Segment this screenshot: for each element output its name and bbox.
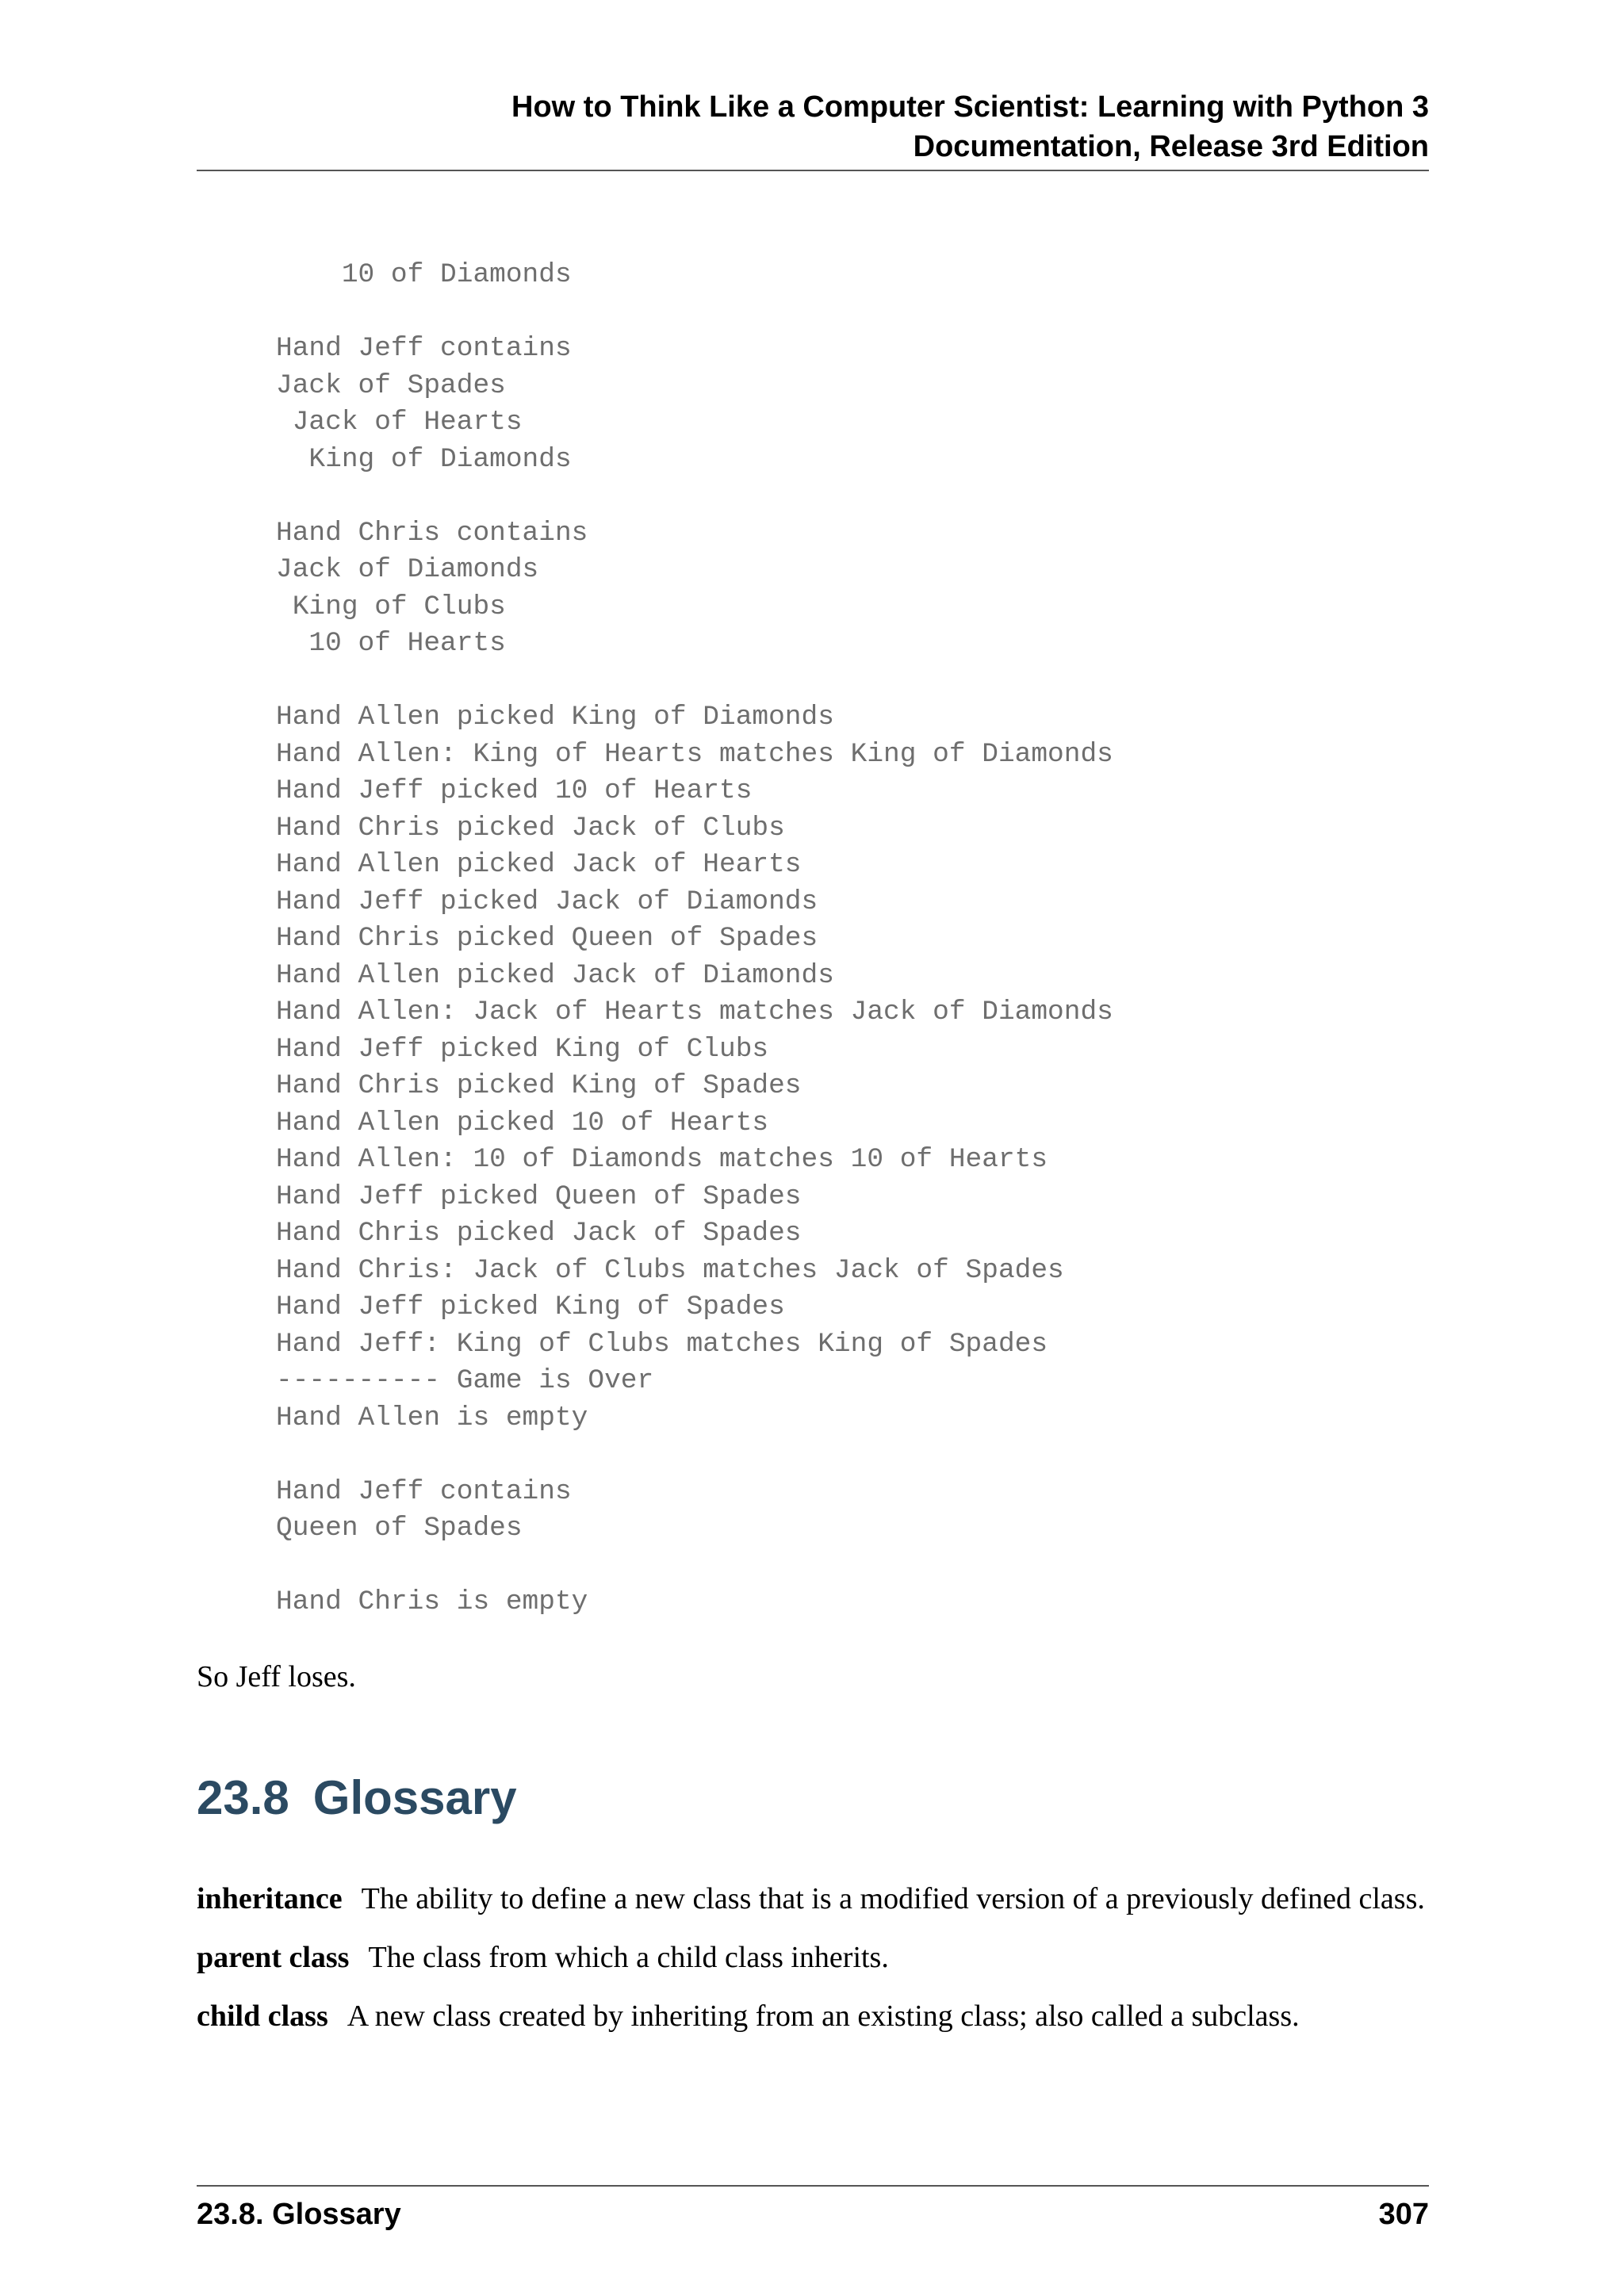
code-output-block bbox=[276, 257, 1113, 1621]
code-line bbox=[276, 663, 1113, 700]
code-line: King of Clubs bbox=[276, 591, 506, 622]
code-line: Hand Chris: Jack of Clubs matches Jack of Spades bbox=[276, 1254, 1064, 1286]
glossary-term: child class bbox=[197, 1999, 328, 2033]
code-line: Hand Jeff picked King of Clubs bbox=[276, 1033, 769, 1065]
code-line: Hand Chris picked Queen of Spades bbox=[276, 923, 818, 954]
code-line: Hand Allen: King of Hearts matches King of Diamonds bbox=[276, 738, 1113, 770]
page-header bbox=[197, 87, 1429, 166]
code-line bbox=[276, 478, 1113, 515]
glossary-definition: A new class created by inheriting from an existing class; also called a subclass. bbox=[347, 1999, 1300, 2033]
page-number: 307 bbox=[1378, 2198, 1429, 2231]
code-line: Hand Allen picked Jack of Diamonds bbox=[276, 959, 834, 991]
code-line: Hand Jeff: King of Clubs matches King of Spades bbox=[276, 1328, 1048, 1360]
code-line: Queen of Spades bbox=[276, 1513, 523, 1544]
code-line: Hand Allen is empty bbox=[276, 1402, 588, 1433]
code-line: 10 of Hearts bbox=[276, 628, 506, 659]
glossary-list bbox=[197, 1879, 1429, 2055]
section-heading bbox=[197, 1766, 517, 1830]
code-line: Hand Jeff picked Jack of Diamonds bbox=[276, 886, 818, 917]
header-divider bbox=[197, 170, 1429, 171]
code-line: Hand Jeff contains bbox=[276, 1475, 572, 1507]
glossary-entry bbox=[197, 1938, 1429, 1977]
code-line: Hand Allen picked King of Diamonds bbox=[276, 702, 834, 733]
glossary-definition: The ability to define a new class that is a modified version of a previously defined class. bbox=[361, 1882, 1425, 1915]
code-line: Hand Chris picked Jack of Clubs bbox=[276, 812, 785, 844]
code-line: Hand Jeff picked 10 of Hearts bbox=[276, 775, 753, 806]
section-number: 23.8 bbox=[197, 1771, 289, 1824]
code-line: Hand Chris picked King of Spades bbox=[276, 1070, 802, 1101]
glossary-entry bbox=[197, 1996, 1429, 2036]
code-line: Hand Allen: 10 of Diamonds matches 10 of Hearts bbox=[276, 1144, 1048, 1175]
conclusion-paragraph: So Jeff loses. bbox=[197, 1660, 356, 1693]
code-line: Hand Allen picked 10 of Hearts bbox=[276, 1107, 769, 1138]
code-line: Jack of Hearts bbox=[276, 407, 523, 438]
code-line: Hand Chris is empty bbox=[276, 1586, 588, 1617]
code-line: Hand Jeff contains bbox=[276, 333, 572, 364]
glossary-term: inheritance bbox=[197, 1882, 343, 1915]
footer-divider bbox=[197, 2185, 1429, 2187]
code-line: Hand Chris contains bbox=[276, 517, 588, 549]
glossary-definition: The class from which a child class inherits. bbox=[368, 1941, 889, 1974]
code-line bbox=[276, 1437, 1113, 1474]
code-line: Jack of Diamonds bbox=[276, 554, 539, 585]
header-title-line-1: How to Think Like a Computer Scientist: Learning with Python 3 bbox=[511, 90, 1429, 124]
code-line: Hand Jeff picked King of Spades bbox=[276, 1292, 785, 1322]
code-line bbox=[276, 1548, 1113, 1585]
header-title-line-2: Documentation, Release 3rd Edition bbox=[913, 130, 1429, 163]
code-line: King of Diamonds bbox=[276, 443, 572, 475]
code-line: Hand Allen picked Jack of Hearts bbox=[276, 849, 802, 880]
code-line: Hand Allen: Jack of Hearts matches Jack of Diamonds bbox=[276, 997, 1113, 1027]
code-line: Hand Chris picked Jack of Spades bbox=[276, 1218, 802, 1249]
code-line: 10 of Diamonds bbox=[276, 259, 572, 290]
section-title: Glossary bbox=[312, 1771, 517, 1824]
glossary-entry bbox=[197, 1879, 1429, 1919]
code-line bbox=[276, 294, 1113, 331]
footer-section-label: 23.8. Glossary bbox=[197, 2198, 401, 2231]
glossary-term: parent class bbox=[197, 1941, 350, 1974]
code-line: Hand Jeff picked Queen of Spades bbox=[276, 1181, 802, 1212]
code-line: ---------- Game is Over bbox=[276, 1365, 654, 1396]
code-line: Jack of Spades bbox=[276, 369, 506, 401]
